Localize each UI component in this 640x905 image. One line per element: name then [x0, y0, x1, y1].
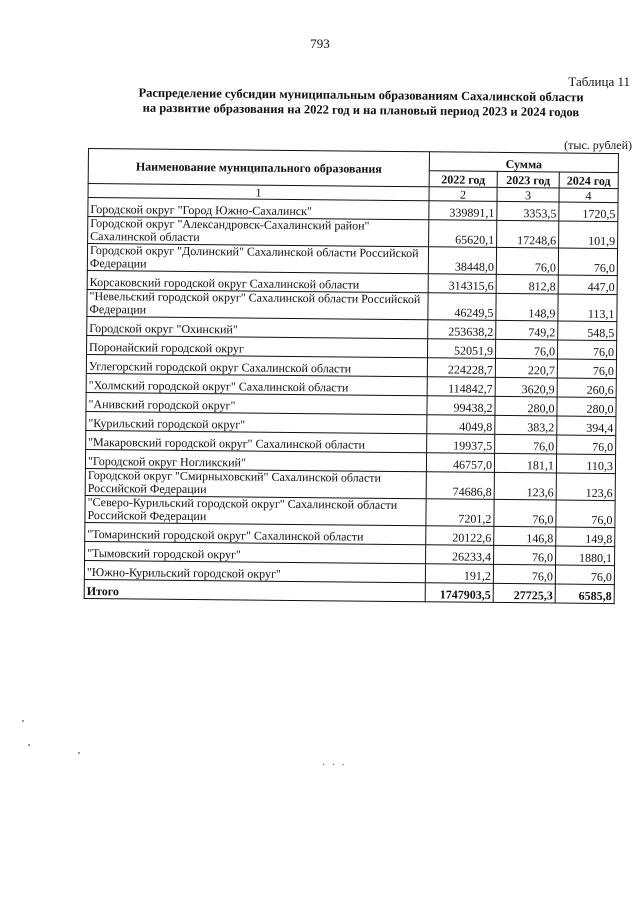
title-line-2: на развитие образования на 2022 год и на плановый период 2023 и 2024 годов [142, 100, 580, 120]
page-number: 793 [310, 36, 330, 51]
table-row [85, 495, 615, 527]
value-2023: 123,6 [494, 472, 556, 500]
document-title [96, 85, 626, 121]
column-number-3: 3 [497, 187, 559, 202]
value-2022: 46757,0 [426, 453, 494, 473]
value-2024: 394,4 [557, 416, 616, 436]
value-2024: 447,0 [558, 275, 617, 295]
table-label: Таблица 11 [568, 74, 630, 89]
scan-speck [28, 744, 30, 746]
value-2022: 253638,2 [428, 320, 496, 340]
table-body [84, 198, 618, 585]
value-2022: 191,2 [425, 564, 493, 584]
value-2024: 113,1 [558, 294, 617, 322]
value-2024: 280,0 [557, 397, 616, 417]
value-2023: 383,2 [495, 415, 557, 435]
municipality-name: Городской округ "Долинский" Сахалинской области Российской Федерации [87, 244, 428, 274]
municipality-name: Городской округ "Смирныховский" Сахалинской области Российской Федерации [85, 468, 426, 498]
value-2024: 1880,1 [556, 546, 615, 566]
value-2023: 76,0 [493, 564, 555, 584]
value-2023: 812,8 [496, 274, 558, 294]
value-2022: 224228,7 [427, 358, 495, 378]
municipality-name: "Макаровский городской округ" Сахалинской области [86, 430, 427, 452]
value-2022: 314315,6 [428, 274, 496, 294]
value-2022: 99438,2 [427, 396, 495, 416]
value-2022: 52051,9 [428, 339, 496, 359]
unit-note: (тыс. рублей) [564, 138, 632, 152]
value-2024: 76,0 [558, 248, 617, 276]
municipality-name: "Северо-Курильский городской округ" Сахалинской области Российской Федерации [85, 495, 426, 525]
column-number-1: 1 [88, 184, 429, 201]
value-2024: 76,0 [557, 435, 616, 455]
value-2022: 339891,1 [429, 201, 497, 221]
municipality-name: "Курильский городской округ" [86, 411, 427, 433]
municipality-name: "Анивский городской округ" [86, 392, 427, 414]
value-2023: 220,7 [495, 358, 557, 378]
municipality-name: Корсаковский городской округ Сахалинской области [87, 270, 428, 292]
value-2022: 4049,8 [427, 415, 495, 435]
header-year-2022: 2022 год [429, 171, 497, 188]
value-2022: 74686,8 [426, 472, 494, 500]
value-2022: 7201,2 [426, 499, 494, 527]
header-sum: Сумма [429, 152, 618, 173]
value-2024: 548,5 [558, 321, 617, 341]
value-2023: 17248,6 [497, 220, 559, 248]
subsidy-table-wrapper [84, 148, 619, 604]
value-2022: 65620,1 [429, 220, 497, 248]
value-2023: 76,0 [494, 499, 556, 527]
scan-speck [78, 752, 80, 754]
value-2022: 114842,7 [427, 377, 495, 397]
header-year-2023: 2023 год [497, 171, 559, 188]
municipality-name: Углегорский городской округ Сахалинской области [86, 354, 427, 376]
value-2024: 110,3 [556, 454, 615, 474]
value-2023: 76,0 [495, 339, 557, 359]
value-2023: 280,0 [495, 396, 557, 416]
municipality-name: "Невельский городской округ" Сахалинской области Российской Федерации [87, 289, 428, 319]
value-2024: 1720,5 [559, 202, 618, 222]
value-2022: 26233,4 [426, 545, 494, 565]
municipality-name: Городской округ "Охинский" [87, 316, 428, 338]
scan-speck [22, 720, 24, 722]
total-2024: 6585,8 [555, 584, 614, 604]
value-2023: 76,0 [496, 247, 558, 275]
municipality-name: "Тымовский городской округ" [85, 541, 426, 563]
value-2024: 149,8 [556, 527, 615, 547]
value-2023: 3620,9 [495, 377, 557, 397]
value-2022: 19937,5 [427, 434, 495, 454]
value-2024: 101,9 [559, 221, 618, 249]
footer-dots: · · · [322, 760, 347, 771]
municipality-name: "Томаринский городской округ" Сахалинской области [85, 522, 426, 544]
municipality-name: "Холмский городской округ" Сахалинской области [86, 373, 427, 395]
value-2023: 146,8 [494, 526, 556, 546]
municipality-name: "Городской округ Ногликский" [85, 449, 426, 471]
municipality-name: Городской округ "Александровск-Сахалинский район" Сахалинской области [88, 217, 429, 247]
value-2023: 76,0 [495, 434, 557, 454]
value-2024: 76,0 [557, 359, 616, 379]
value-2024: 76,0 [556, 500, 615, 528]
value-2024: 76,0 [557, 340, 616, 360]
subsidy-table [84, 148, 619, 604]
value-2023: 3353,5 [497, 201, 559, 221]
value-2023: 749,2 [496, 320, 558, 340]
title-line-1: Распределение субсидии муниципальным образованиям Сахалинской области [138, 85, 584, 105]
value-2023: 76,0 [494, 545, 556, 565]
header-year-2024: 2024 год [559, 172, 618, 189]
value-2023: 148,9 [496, 293, 558, 321]
total-label: Итого [84, 579, 425, 601]
total-2023: 27725,3 [493, 583, 555, 603]
municipality-name: Городской округ "Город Южно-Сахалинск" [88, 198, 429, 220]
column-number-4: 4 [559, 188, 618, 203]
municipality-name: Поронайский городской округ [87, 335, 428, 357]
municipality-name: "Южно-Курильский городской округ" [84, 560, 425, 582]
value-2022: 38448,0 [428, 247, 496, 275]
value-2024: 260,6 [557, 378, 616, 398]
header-name: Наименование муниципального образования [88, 149, 429, 187]
total-2022: 1747903,5 [425, 583, 493, 603]
value-2022: 46249,5 [428, 293, 496, 321]
value-2024: 76,0 [555, 565, 614, 585]
value-2022: 20122,6 [426, 526, 494, 546]
value-2023: 181,1 [494, 453, 556, 473]
column-number-2: 2 [429, 187, 497, 202]
value-2024: 123,6 [556, 473, 615, 501]
